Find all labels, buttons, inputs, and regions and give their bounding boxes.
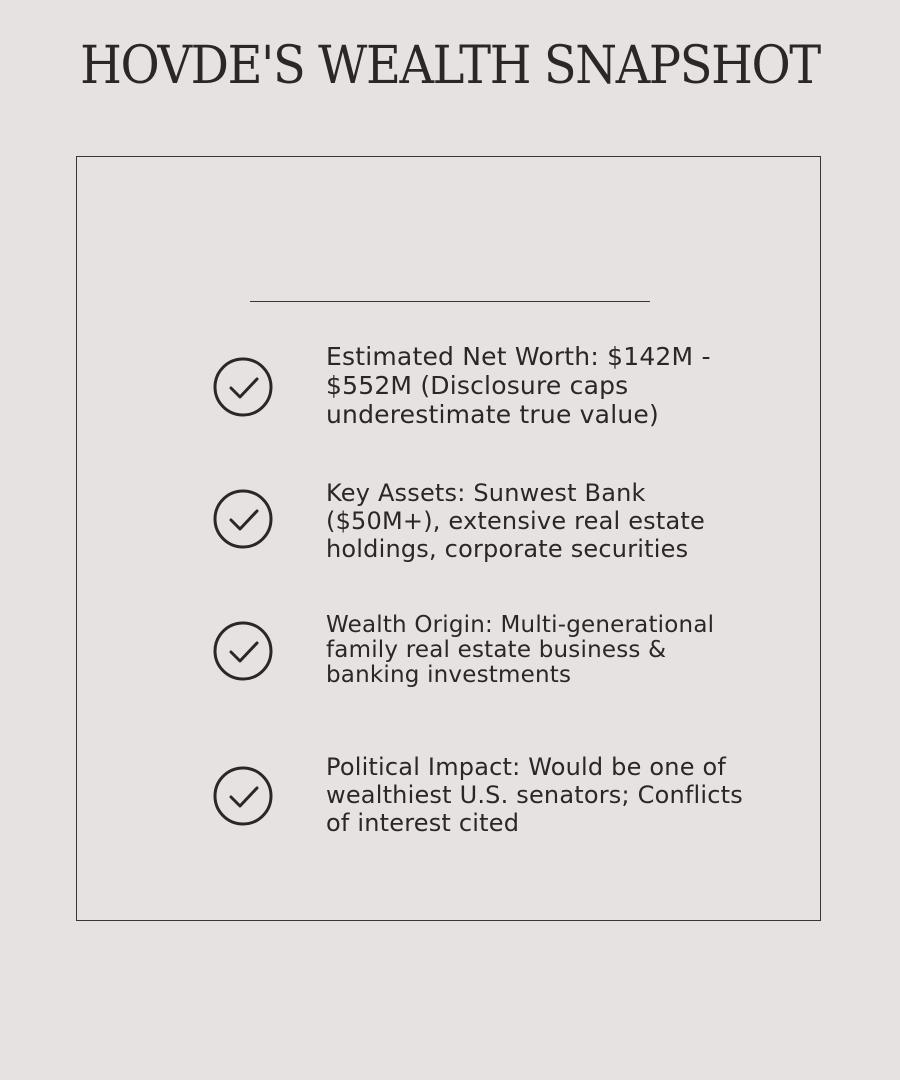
item-text: Wealth Origin: Multi-generational family real estate business & banking investments: [326, 612, 715, 688]
check-circle-icon: [213, 621, 273, 681]
item-text: Key Assets: Sunwest Bank ($50M+), extensive real estate holdings, corporate securities: [326, 479, 705, 563]
check-circle-icon: [213, 489, 273, 549]
item-text: Political Impact: Would be one of wealthiest U.S. senators; Conflicts of interest cited: [326, 753, 743, 837]
item-text: Estimated Net Worth: $142M - $552M (Disclosure caps underestimate true value): [326, 342, 711, 429]
snapshot-card: [76, 156, 821, 921]
check-circle-icon: [213, 357, 273, 417]
page-title: HOVDE'S WEALTH SNAPSHOT: [80, 36, 820, 96]
check-circle-icon: [213, 766, 273, 826]
divider-line: [250, 301, 650, 302]
